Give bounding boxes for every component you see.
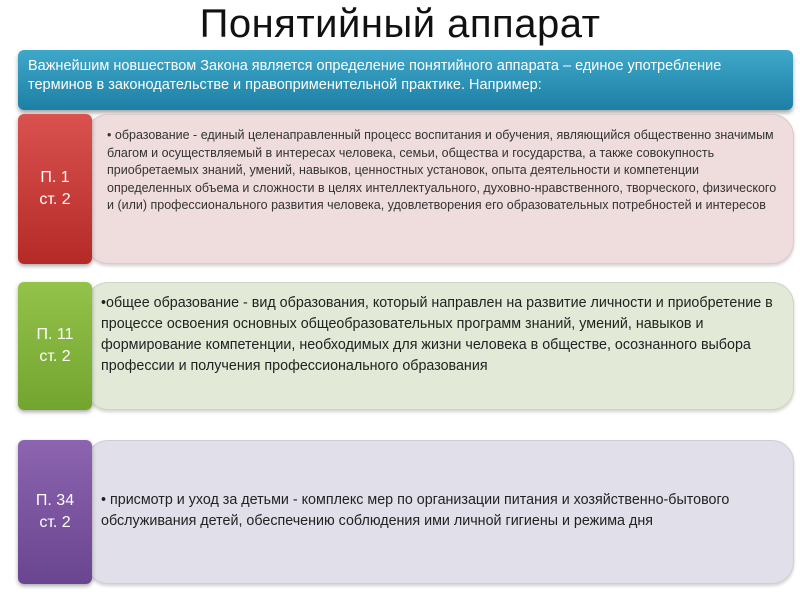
bullet-dot: • — [101, 492, 107, 508]
definition-bullet — [107, 127, 779, 215]
article-tab — [18, 440, 92, 584]
definition-bullet — [101, 490, 783, 532]
definition-text: присмотр и уход за детьми - комплекс мер по организации питания и хозяйственно-бытового обслуживания детей, обеспечению соблюдения ими личной гигиены и режима дня — [101, 492, 730, 529]
article-number: ст. 2 — [39, 348, 71, 365]
article-number: ст. 2 — [39, 191, 71, 208]
definition-row-3 — [14, 440, 794, 584]
article-tab — [18, 114, 92, 264]
bullet-dot: • — [101, 295, 107, 311]
page-title: Понятийный аппарат — [199, 2, 601, 46]
definition-panel — [86, 440, 794, 584]
definition-text: общее образование - вид образования, который направлен на развитие личности и приобретение в процессе освоения основных общеобразовательных программ знаний, умений, навыков и формирование компетенции, необходимых для жизни человека в обществе, осознанного выбора профессии и получения профессионального образования — [101, 295, 773, 374]
definition-row-1 — [14, 114, 794, 264]
definition-panel — [86, 282, 794, 410]
bullet-dot: • — [107, 128, 112, 142]
article-point: П. 11 — [36, 326, 74, 343]
definition-row-2 — [14, 282, 794, 410]
article-point: П. 34 — [35, 492, 75, 509]
definition-text: образование - единый целенаправленный процесс воспитания и обучения, являющийся общественно значимым благом и осуществляемый в интересах человека, семьи, общества и государства, а также совокупность приобретаемых знаний, умений, навыков, ценностных установок, опыта деятельности и компетенции определенных объема и сложности в целях интеллектуального, духовно-нравственного, творческого, физического и (или) профессионального развития человека, удовлетворения его образовательных потребностей и интересов — [107, 128, 777, 212]
article-point: П. 1 — [40, 169, 70, 186]
article-number: ст. 2 — [39, 514, 71, 531]
definition-panel — [86, 114, 794, 264]
intro-banner: Важнейшим новшеством Закона является определение понятийного аппарата – единое употребление терминов в законодательстве и правоприменительной практике. Например: — [18, 50, 793, 110]
article-tab — [18, 282, 92, 410]
definition-bullet — [101, 293, 783, 377]
